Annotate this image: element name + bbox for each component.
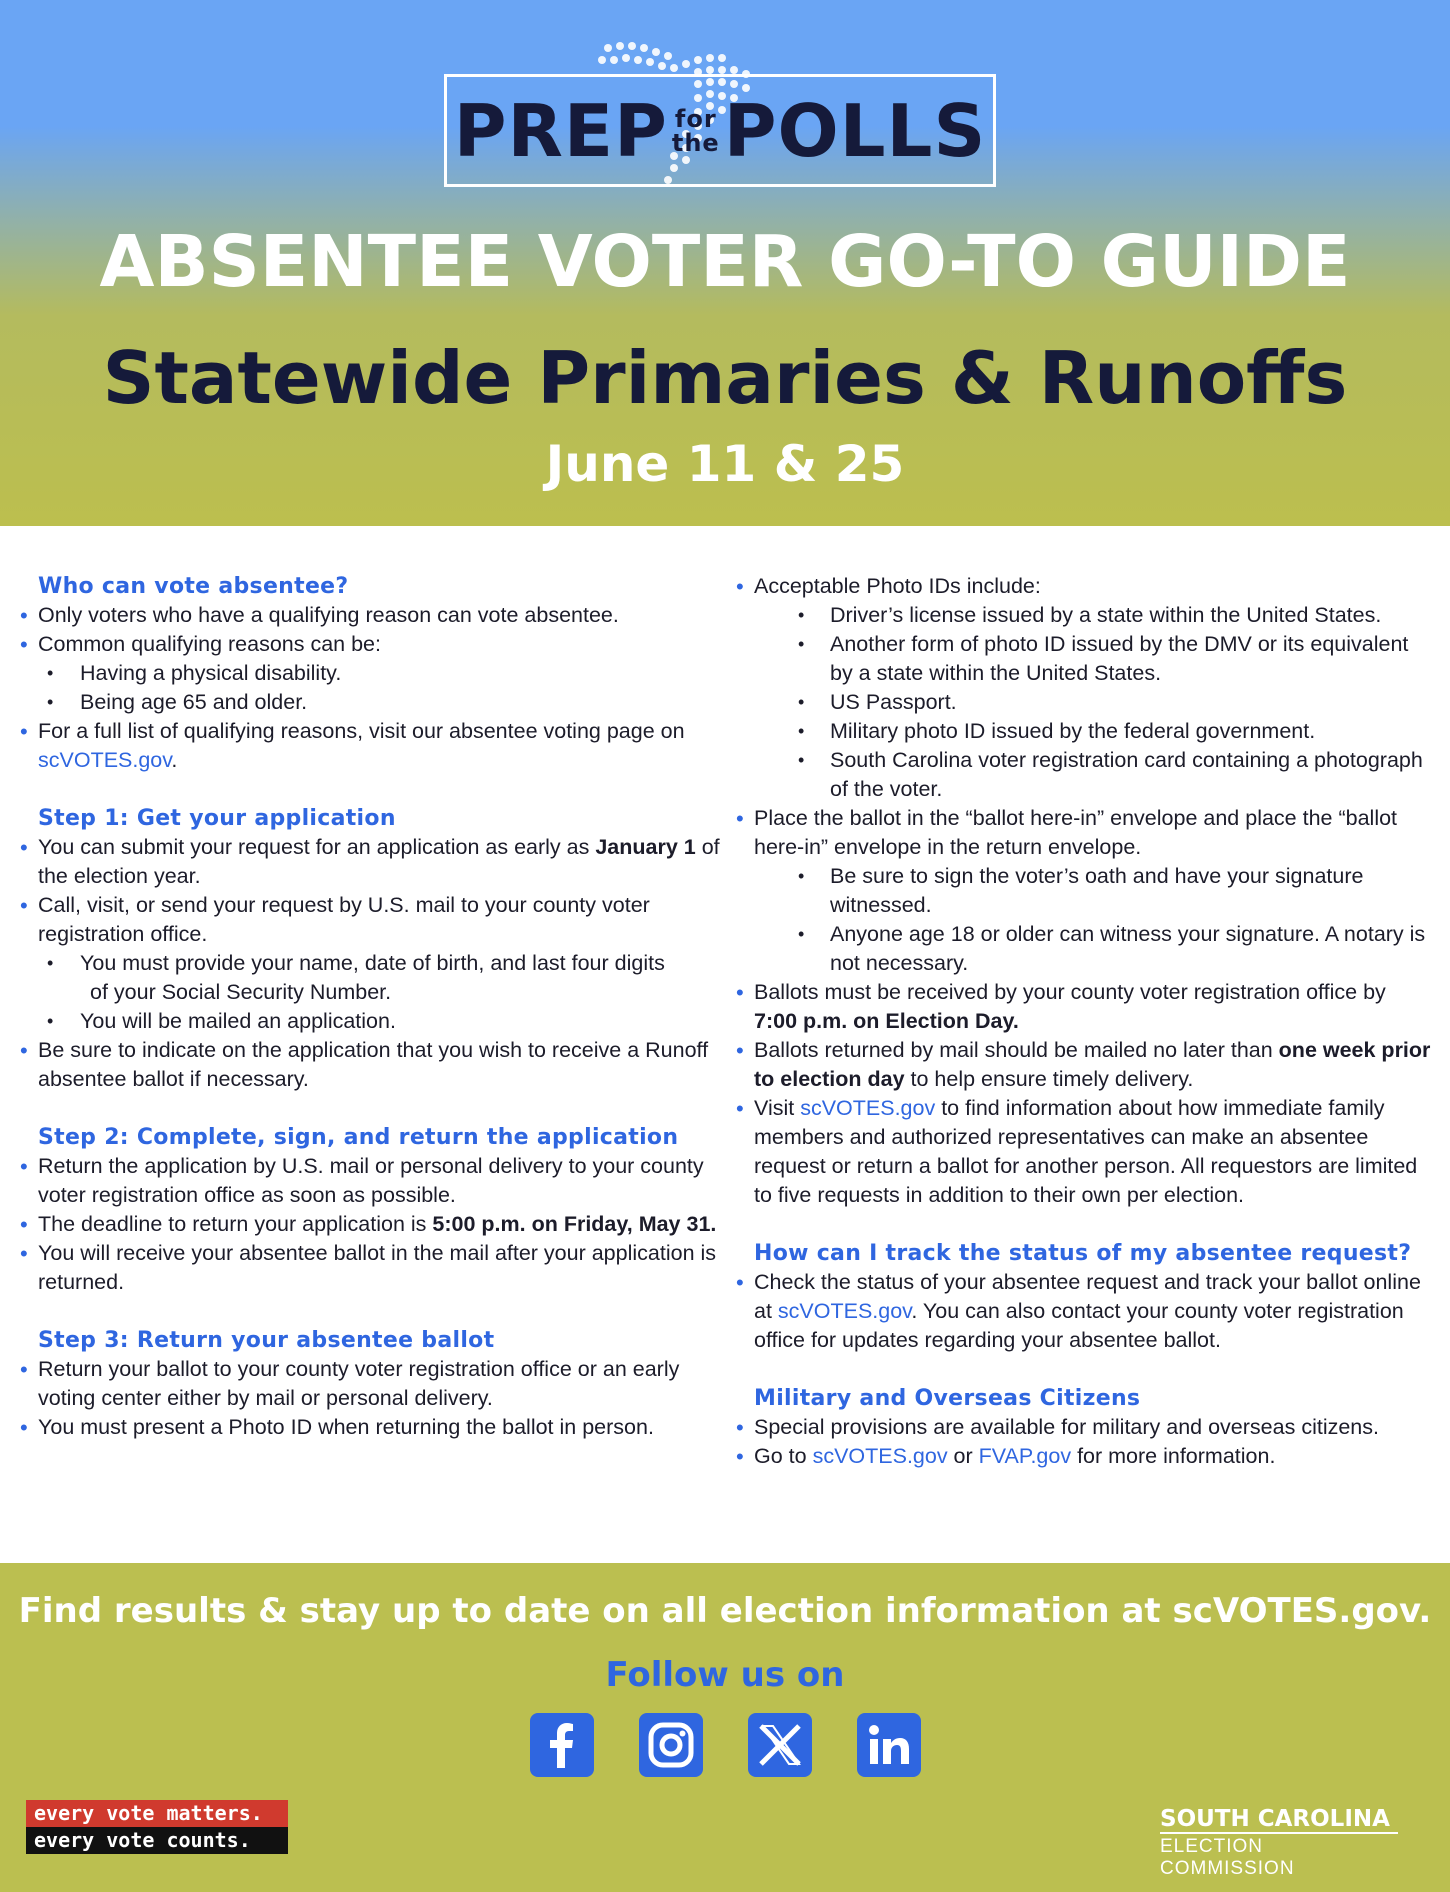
sc-election-commission-logo: SOUTH CAROLINA ELECTION COMMISSION xyxy=(1160,1806,1416,1880)
logo-for-the: for the xyxy=(671,104,720,157)
election-dates: June 11 & 25 xyxy=(545,435,905,493)
facebook-icon[interactable] xyxy=(530,1713,594,1777)
list-item: • Return the application by U.S. mail or personal delivery to your county voter registration office as soon as possible. xyxy=(18,1152,728,1210)
scvotes-link[interactable]: scVOTES.gov xyxy=(777,1299,912,1323)
instagram-icon[interactable] xyxy=(639,1713,703,1777)
list-item: • Common qualifying reasons can be: xyxy=(18,630,728,659)
list-item: • Only voters who have a qualifying reason can vote absentee. xyxy=(18,601,728,630)
list-item: • Go to scVOTES.gov or FVAP.gov for more information. xyxy=(734,1442,1434,1471)
section-heading-step-3: Step 3: Return your absentee ballot xyxy=(38,1328,495,1353)
sub-list-item: • Having a physical disability. xyxy=(18,659,728,688)
sub-list-item: • You must provide your name, date of birth, and last four digits of your Social Security Number. xyxy=(47,951,665,1004)
list-item: • Call, visit, or send your request by U.S. mail to your county voter registration office. xyxy=(18,891,728,949)
footer-message: Find results & stay up to date on all election information at scVOTES.gov. xyxy=(18,1591,1432,1631)
list-item: • Ballots must be received by your county voter registration office by 7:00 p.m. on Election Day. xyxy=(734,978,1434,1036)
section-heading-step-2: Step 2: Complete, sign, and return the application xyxy=(38,1125,679,1150)
follow-us-label: Follow us on xyxy=(605,1655,845,1695)
sub-list-item: • Another form of photo ID issued by the DMV or its equivalent by a state within the United States. xyxy=(734,630,1434,688)
list-item: • You can submit your request for an application as early as January 1 of the election year. xyxy=(18,833,728,891)
list-item: • Visit scVOTES.gov to find information about how immediate family members and authorized representatives can make an absentee request or return a ballot for another person. All requestors are limited to five requests in addition to their own per election. xyxy=(734,1094,1434,1210)
section-heading-who-can-vote: Who can vote absentee? xyxy=(38,574,349,599)
list-item: • Special provisions are available for military and overseas citizens. xyxy=(734,1413,1434,1442)
fvap-link[interactable]: FVAP.gov xyxy=(978,1444,1072,1468)
left-column xyxy=(18,572,728,1442)
list-item: • Be sure to indicate on the application that you wish to receive a Runoff absentee ballot if necessary. xyxy=(18,1036,728,1094)
scvotes-link[interactable]: scVOTES.gov xyxy=(800,1096,936,1120)
sub-list-item: • South Carolina voter registration card containing a photograph of the voter. xyxy=(734,746,1434,804)
header-banner xyxy=(0,0,1450,526)
sub-list-item: • Being age 65 and older. xyxy=(18,688,728,717)
section-heading-track-status: How can I track the status of my absentee request? xyxy=(754,1241,1412,1266)
footer xyxy=(0,1563,1450,1892)
x-icon[interactable] xyxy=(748,1713,812,1777)
section-heading-step-1: Step 1: Get your application xyxy=(38,806,396,831)
list-item: • For a full list of qualifying reasons, visit our absentee voting page on scVOTES.gov. xyxy=(18,717,728,775)
logo-polls: POLLS xyxy=(723,88,987,173)
sub-list-item: • Military photo ID issued by the federal government. xyxy=(734,717,1434,746)
logo-prep: PREP xyxy=(453,88,668,173)
logo-wordmark xyxy=(444,74,996,187)
list-item: • The deadline to return your application is 5:00 p.m. on Friday, May 31. xyxy=(18,1210,728,1239)
list-item: • Acceptable Photo IDs include: xyxy=(734,572,1434,601)
sub-list-item: • Anyone age 18 or older can witness your signature. A notary is not necessary. xyxy=(734,920,1434,978)
list-item: • Check the status of your absentee request and track your ballot online at scVOTES.gov. You can also contact your county voter registration office for updates regarding your absentee ballot. xyxy=(734,1268,1434,1355)
list-item: • Return your ballot to your county voter registration office or an early voting center either by mail or personal delivery. xyxy=(18,1355,728,1413)
list-item: • Place the ballot in the “ballot here-in” envelope and place the “ballot here-in” envelope in the return envelope. xyxy=(734,804,1434,862)
linkedin-icon[interactable] xyxy=(857,1713,921,1777)
list-item: • Ballots returned by mail should be mailed no later than one week prior to election day to help ensure timely delivery. xyxy=(734,1036,1434,1094)
prep-for-the-polls-logo xyxy=(0,38,1450,188)
section-heading-military: Military and Overseas Citizens xyxy=(754,1386,1141,1411)
list-item: • You will receive your absentee ballot in the mail after your application is returned. xyxy=(18,1239,728,1297)
page-subtitle: Statewide Primaries & Runoffs xyxy=(102,336,1348,420)
scvotes-link[interactable]: scVOTES.gov xyxy=(812,1444,948,1468)
list-item: • You must present a Photo ID when returning the ballot in person. xyxy=(18,1413,728,1442)
scvotes-link[interactable]: scVOTES.gov xyxy=(38,748,172,772)
sub-list-item: • US Passport. xyxy=(734,688,1434,717)
sub-list-item: • Be sure to sign the voter’s oath and have your signature witnessed. xyxy=(734,862,1434,920)
every-vote-tagline: every vote matters. every vote counts. xyxy=(26,1800,290,1854)
sub-list-item: • You will be mailed an application. xyxy=(18,1007,728,1036)
sub-list-item: • Driver’s license issued by a state within the United States. xyxy=(734,601,1434,630)
page-title: ABSENTEE VOTER GO-TO GUIDE xyxy=(99,220,1351,303)
right-column xyxy=(734,572,1434,1471)
